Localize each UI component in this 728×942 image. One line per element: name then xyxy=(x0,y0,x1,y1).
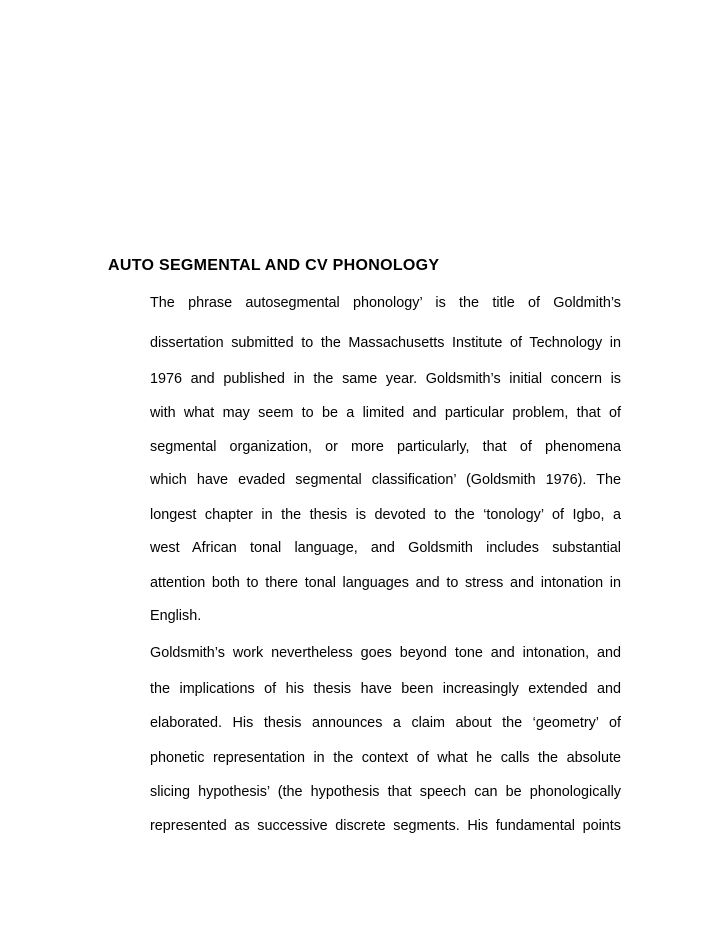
paragraph-line: English. xyxy=(150,608,202,624)
paragraph-line: 1976 and published in the same year. Goldsmith’s initial concern is xyxy=(150,371,621,387)
paragraph-line: elaborated. His thesis announces a claim about the ‘geometry’ of xyxy=(150,715,621,731)
paragraph-line: phonetic representation in the context of what he calls the absolute xyxy=(150,750,621,766)
paragraph-line: which have evaded segmental classification’ (Goldsmith 1976). The xyxy=(150,472,621,488)
paragraph-line: The phrase autosegmental phonology’ is the title of Goldmith’s xyxy=(150,295,621,311)
paragraph-line: slicing hypothesis’ (the hypothesis that speech can be phonologically xyxy=(150,784,621,800)
paragraph-line: with what may seem to be a limited and particular problem, that of xyxy=(150,405,621,421)
paragraph-line: longest chapter in the thesis is devoted to the ‘tonology’ of Igbo, a xyxy=(150,507,621,523)
paragraph-line: segmental organization, or more particularly, that of phenomena xyxy=(150,439,621,455)
section-heading: AUTO SEGMENTAL AND CV PHONOLOGY xyxy=(108,257,440,274)
paragraph-line: Goldsmith’s work nevertheless goes beyond tone and intonation, and xyxy=(150,645,621,661)
paragraph-line: dissertation submitted to the Massachusetts Institute of Technology in xyxy=(150,335,621,351)
paragraph-line: the implications of his thesis have been increasingly extended and xyxy=(150,681,621,697)
paragraph-line: west African tonal language, and Goldsmith includes substantial xyxy=(150,540,621,556)
paragraph-line: represented as successive discrete segments. His fundamental points xyxy=(150,818,621,834)
paragraph-line: attention both to there tonal languages and to stress and intonation in xyxy=(150,575,621,591)
